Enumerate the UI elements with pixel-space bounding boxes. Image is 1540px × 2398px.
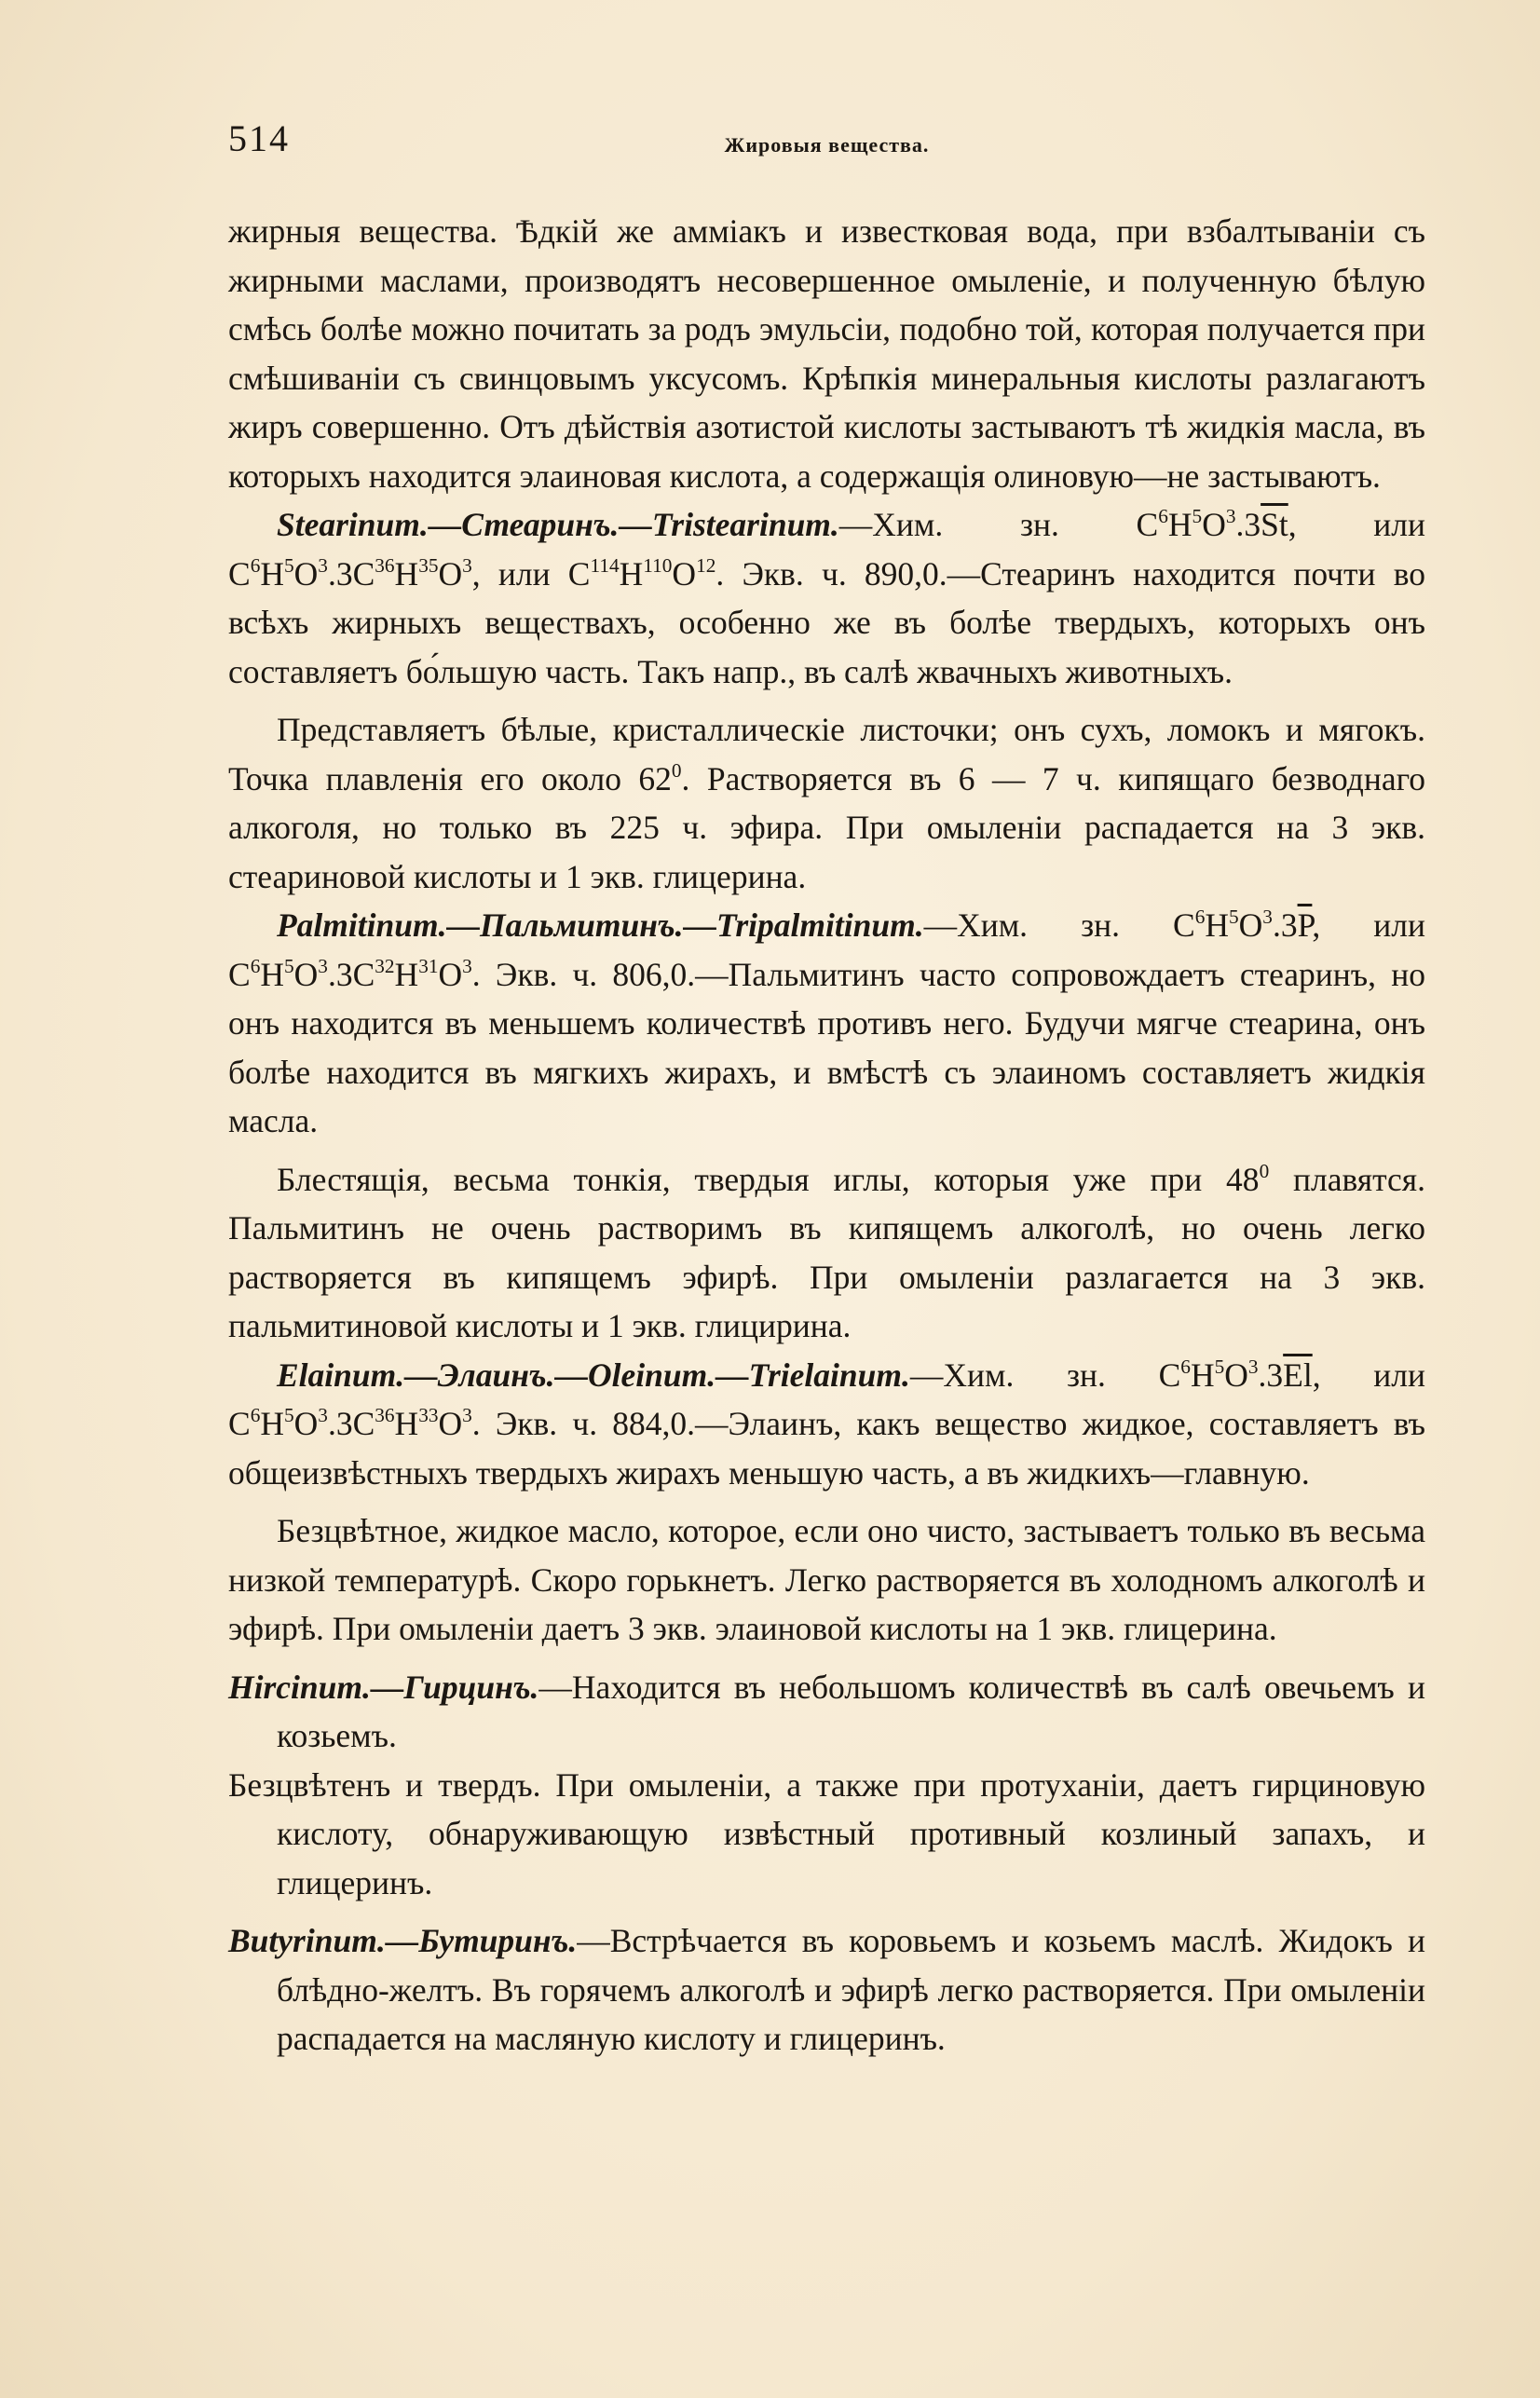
page-header <box>228 116 1425 172</box>
text-run: жирныя вещества. Ѣдкій же амміакъ и известковая вода, при взбалтываніи съ жирными маслами, производятъ несовершенное омыленіе, и полученную бѣлую смѣсь болѣе можно почитать за родъ эмульсіи, подобно той, которая получается при смѣшиваніи съ свинцовымъ уксусомъ. Крѣпкія минеральныя кислоты разлагаютъ жиръ совершенно. Отъ дѣйствія азотистой кислоты застываютъ тѣ жидкія масла, въ которыхъ находится элаиновая кислота, а содержащія олиновую—не застываютъ. <box>228 212 1425 495</box>
radical-symbol: $\overline{El}$ <box>1283 1356 1313 1394</box>
text-run: .3C <box>327 554 375 593</box>
text-run: .3 <box>1272 906 1298 944</box>
text-run: , или C <box>228 1356 1425 1442</box>
superscript: 3 <box>462 1404 472 1427</box>
entry-term: Hircinum.—Гирцинъ. <box>228 1668 539 1706</box>
superscript: 3 <box>1262 906 1273 929</box>
superscript: 6 <box>1194 906 1206 929</box>
paragraph-elain <box>228 1351 1425 1498</box>
superscript: 114 <box>590 553 620 577</box>
text-body <box>228 207 1425 2064</box>
superscript: 5 <box>283 1404 294 1427</box>
text-run: , или C <box>471 554 591 593</box>
text-run: O <box>438 955 463 993</box>
text-run: Безцвѣтенъ и твердъ. При омыленіи, а также при протуханіи, даетъ гирциновую кислоту, обнаруживающую извѣстный противный козлиный запахъ, и глицеринъ. <box>228 1765 1425 1901</box>
text-run: O <box>1224 1356 1248 1394</box>
text-run: H <box>260 1405 284 1442</box>
superscript: 3 <box>462 553 472 577</box>
text-run: . Экв. ч. 890,0.—Стеаринъ находится почти во всѣхъ жирныхъ веществахъ, особенно же въ болѣе твердыхъ, которыхъ онъ составляетъ бо́льшую часть. Такъ напр., въ салѣ жвачныхъ животныхъ. <box>228 554 1425 690</box>
text-run: O <box>1202 506 1226 543</box>
superscript: 0 <box>671 758 682 782</box>
text-run: —Встрѣчается въ коровьемъ и козьемъ маслѣ. Жидокъ и блѣдно-желтъ. Въ горячемъ алкоголѣ и эфирѣ легко растворяется. При омыленіи распадается на масляную кислоту и глицеринъ. <box>277 1922 1425 2057</box>
text-run: . Растворяется въ 6 — 7 ч. кипящаго безводнаго алкоголя, но только въ 225 ч. эфира. При омыленіи распадается на 3 экв. стеариновой кислоты и 1 экв. глицерина. <box>228 759 1426 895</box>
text-run: H <box>619 554 644 593</box>
superscript: 6 <box>250 954 261 977</box>
paragraph-palmitin <box>228 901 1425 1146</box>
text-run: , или C <box>228 906 1425 993</box>
text-run: —Хим. зн. C <box>838 506 1159 543</box>
text-run: O <box>438 1405 463 1442</box>
text-run: Безцвѣтное, жидкое масло, которое, если оно чисто, застываетъ только въ весьма низкой температурѣ. Скоро горькнетъ. Легко растворяется въ холодномъ алкоголѣ и эфирѣ. При омыленіи даетъ 3 экв. элаиновой кислоты на 1 экв. глицерина. <box>228 1512 1425 1647</box>
superscript: 5 <box>283 954 294 977</box>
paragraph-stearin <box>228 500 1425 696</box>
paragraph-butyrin <box>228 1916 1425 2064</box>
superscript: 3 <box>318 954 328 977</box>
paragraph-elain-description <box>228 1506 1425 1654</box>
text-run: H <box>394 554 419 593</box>
text-run: O <box>672 554 697 593</box>
superscript: 12 <box>696 553 716 577</box>
text-run: H <box>260 955 284 993</box>
page-number: 514 <box>228 117 290 159</box>
superscript: 32 <box>375 954 395 977</box>
paragraph-stearin-description <box>228 705 1425 901</box>
text-run: O <box>293 955 319 993</box>
superscript: 35 <box>418 553 439 577</box>
text-run: O <box>293 1405 319 1442</box>
entry-term: Palmitinum.—Пальмитинъ.—Tripalmitinum. <box>277 906 924 944</box>
text-run: .3C <box>327 1405 375 1442</box>
superscript: 3 <box>1225 505 1236 528</box>
superscript: 110 <box>643 553 673 577</box>
text-run: H <box>394 955 419 993</box>
text-run: Блестящія, весьма тонкія, твердыя иглы, которыя уже при 48 <box>277 1160 1260 1198</box>
text-run: H <box>1167 506 1192 543</box>
text-run: H <box>394 1405 419 1442</box>
superscript: 5 <box>1214 1355 1225 1378</box>
entry-term: Stearinum.—Стеаринъ.—Tristearinum. <box>277 506 839 543</box>
text-run: , или C <box>228 506 1425 593</box>
superscript: 3 <box>462 954 472 977</box>
text-run: . Экв. ч. 806,0.—Пальмитинъ часто сопровождаетъ стеаринъ, но онъ находится въ меньшемъ количествѣ противъ него. Будучи мягче стеарина, онъ болѣе находится въ мягкихъ жирахъ, и вмѣстѣ съ элаиномъ составляетъ жидкія масла. <box>228 955 1425 1139</box>
superscript: 3 <box>318 1404 328 1427</box>
superscript: 0 <box>1259 1159 1270 1182</box>
text-run: O <box>1238 906 1263 944</box>
superscript: 3 <box>318 553 328 577</box>
text-run: H <box>260 554 284 593</box>
text-run: —Хим. зн. C <box>909 1356 1181 1394</box>
superscript: 3 <box>1247 1355 1259 1378</box>
running-head: Жировыя вещества. <box>724 133 930 157</box>
text-run: H <box>1190 1356 1215 1394</box>
text-run: H <box>1205 906 1229 944</box>
superscript: 31 <box>418 954 439 977</box>
text-run: .3 <box>1235 506 1261 543</box>
paragraph-hircin-description <box>228 1761 1425 1908</box>
superscript: 5 <box>283 553 294 577</box>
entry-term: Elainum.—Элаинъ.—Oleinum.—Trielainum. <box>277 1356 910 1394</box>
paragraph-palmitin-description <box>228 1155 1425 1351</box>
superscript: 6 <box>1180 1355 1191 1378</box>
text-run: плавятся. Пальмитинъ не очень растворимъ въ кипящемъ алкоголѣ, но очень легко растворяется въ кипящемъ эфирѣ. При омыленіи разлагается на 3 экв. пальмитиновой кислоты и 1 экв. глицирина. <box>228 1160 1425 1344</box>
text-run: O <box>293 554 319 593</box>
radical-symbol: $\overline{St}$ <box>1261 506 1288 543</box>
paragraph-intro <box>228 207 1425 500</box>
radical-symbol: $\overline{P}$ <box>1297 906 1313 944</box>
superscript: 5 <box>1228 906 1239 929</box>
text-run: .3 <box>1258 1356 1284 1394</box>
text-run: —Находится въ небольшомъ количествѣ въ салѣ овечьемъ и козьемъ. <box>277 1668 1425 1754</box>
text-run: Представляетъ бѣлые, кристаллическіе листочки; онъ сухъ, ломокъ и мягокъ. Точка плавленія его около 62 <box>228 711 1425 797</box>
text-run: O <box>438 554 463 593</box>
text-run: .3C <box>327 955 375 993</box>
superscript: 6 <box>250 1404 261 1427</box>
entry-term: Butyrinum.—Бутиринъ. <box>228 1922 578 1959</box>
paragraph-hircin <box>228 1663 1425 1761</box>
superscript: 5 <box>1192 505 1203 528</box>
text-run: . Экв. ч. 884,0.—Элаинъ, какъ вещество жидкое, составляетъ въ общеизвѣстныхъ твердыхъ жирахъ меньшую часть, а въ жидкихъ—главную. <box>228 1405 1425 1492</box>
superscript: 36 <box>375 553 395 577</box>
superscript: 36 <box>375 1404 395 1427</box>
superscript: 33 <box>418 1404 439 1427</box>
superscript: 6 <box>250 553 261 577</box>
superscript: 6 <box>1158 505 1168 528</box>
text-run: —Хим. зн. C <box>923 906 1195 944</box>
